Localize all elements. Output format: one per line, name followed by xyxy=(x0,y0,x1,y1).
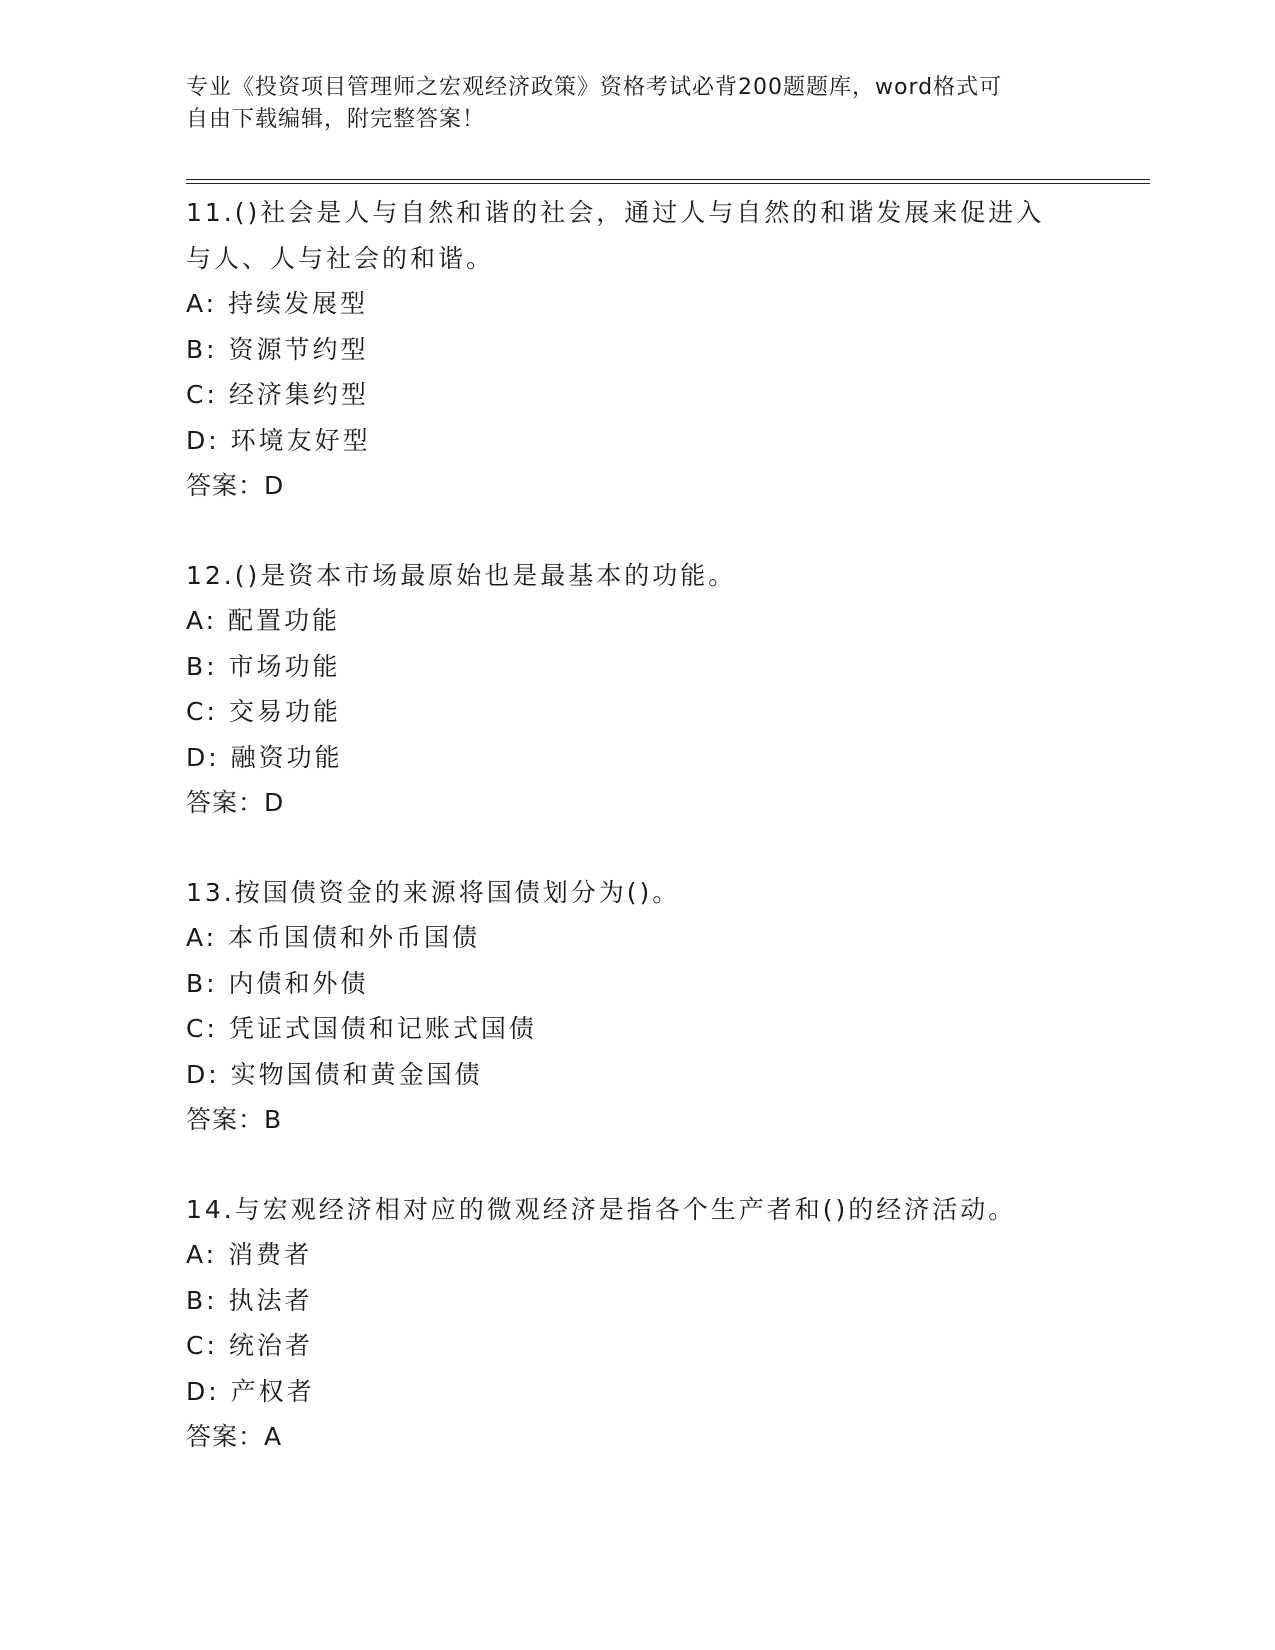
option-b: B: 市场功能 xyxy=(186,651,341,681)
option-b: B: 执法者 xyxy=(186,1285,313,1315)
option-a: A: 消费者 xyxy=(186,1240,313,1269)
question-stem-line-1: 11.()社会是人与自然和谐的社会，通过人与自然的和谐发展来促进入 xyxy=(186,198,1045,227)
option-b: B: 资源节约型 xyxy=(186,334,369,364)
header-divider-bottom xyxy=(186,183,1150,184)
option-a: A: 配置功能 xyxy=(186,606,341,635)
option-d: D: 融资功能 xyxy=(186,742,343,772)
question-stem-line-1: 14.与宏观经济相对应的微观经济是指各个生产者和()的经济活动。 xyxy=(186,1194,1017,1224)
question-stem-line-2: 与人、人与社会的和谐。 xyxy=(186,243,495,273)
question-11 xyxy=(186,190,1086,509)
answer: 答案：B xyxy=(186,1105,283,1134)
option-b: B: 内债和外债 xyxy=(186,968,369,998)
option-d: D: 产权者 xyxy=(186,1376,315,1406)
question-12 xyxy=(186,553,1086,826)
question-14 xyxy=(186,1187,1086,1460)
option-c: C: 交易功能 xyxy=(186,697,341,726)
option-d: D: 实物国债和黄金国债 xyxy=(186,1059,483,1089)
option-a: A: 持续发展型 xyxy=(186,289,369,318)
option-d: D: 环境友好型 xyxy=(186,425,371,455)
question-stem-line-1: 12.()是资本市场最原始也是最基本的功能。 xyxy=(186,560,737,590)
option-a: A: 本币国债和外币国债 xyxy=(186,923,481,952)
header-divider-top xyxy=(186,179,1150,180)
option-c: C: 凭证式国债和记账式国债 xyxy=(186,1014,537,1043)
document-header xyxy=(186,72,1066,136)
question-list xyxy=(186,190,1086,1504)
answer: 答案：D xyxy=(186,788,285,817)
answer: 答案：D xyxy=(186,471,285,500)
question-stem-line-1: 13.按国债资金的来源将国债划分为()。 xyxy=(186,877,681,907)
answer: 答案：A xyxy=(186,1422,283,1451)
question-13 xyxy=(186,870,1086,1143)
header-line-2: 自由下载编辑，附完整答案！ xyxy=(186,107,486,132)
option-c: C: 统治者 xyxy=(186,1331,313,1360)
option-c: C: 经济集约型 xyxy=(186,380,369,409)
header-line-1: 专业《投资项目管理师之宏观经济政策》资格考试必背200题题库，word格式可 xyxy=(186,75,1003,100)
